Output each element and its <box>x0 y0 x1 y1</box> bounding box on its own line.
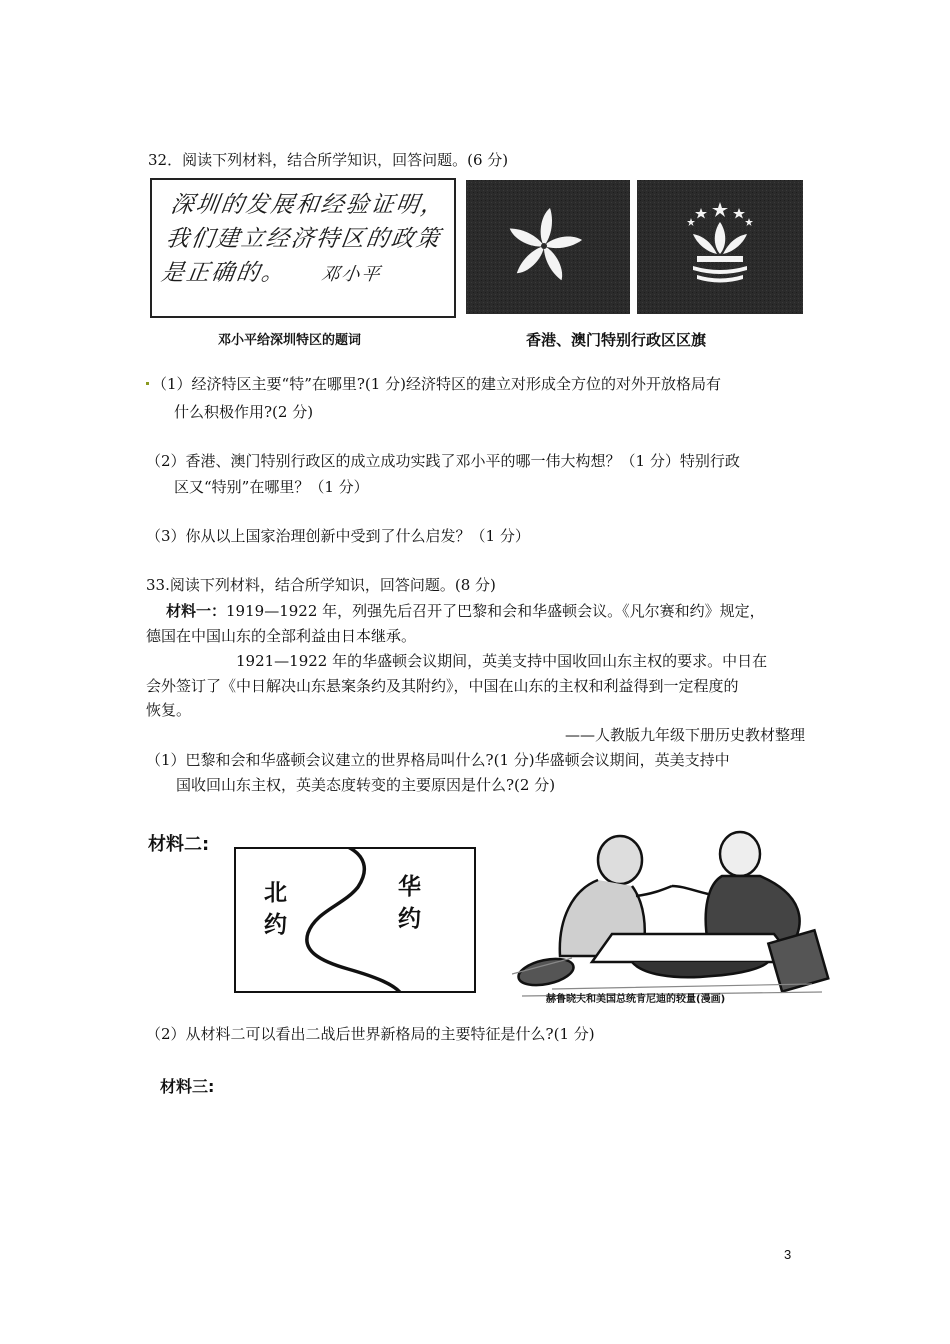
q32-sub1-line1: （1）经济特区主要“特”在哪里?(1 分)经济特区的建立对形成全方位的对外开放格局有 <box>152 375 721 393</box>
cold-war-map <box>234 847 476 993</box>
calligraphy-line-3: 是正确的。 <box>159 260 289 286</box>
q33-sub2: （2）从材料二可以看出二战后世界新格局的主要特征是什么?(1 分) <box>146 1025 595 1043</box>
nato-label-1: 北 <box>264 880 287 906</box>
q32-sub2-line2: 区又“特别”在哪里？（1 分） <box>174 478 369 496</box>
calligraphy-caption: 邓小平给深圳特区的题词 <box>218 333 362 348</box>
material-1-line4: 会外签订了《中日解决山东悬案条约及其附约》，中国在山东的主权和利益得到一定程度的 <box>146 677 739 695</box>
q32-sub1-line2: 什么积极作用?(2 分) <box>174 403 314 421</box>
divide-line <box>307 849 402 991</box>
q32-heading: 32．阅读下列材料，结合所学知识，回答问题。(6 分) <box>148 151 509 169</box>
material-1-source: ——人教版九年级下册历史教材整理 <box>565 726 806 744</box>
calligraphy-line-2: 我们建立经济特区的政策 <box>164 226 443 252</box>
material-1-line5: 恢复。 <box>146 701 192 719</box>
hong-kong-flag-image <box>466 180 630 314</box>
cartoon-caption: 赫鲁晓夫和美国总统肯尼迪的较量(漫画) <box>546 994 726 1004</box>
material-1-label: 材料一： <box>166 602 227 620</box>
material-1-line2: 德国在中国山东的全部利益由日本继承。 <box>146 627 417 645</box>
material-3-label: 材料三: <box>160 1077 215 1096</box>
warsaw-label-2: 约 <box>398 906 421 932</box>
arm-wrestling-cartoon <box>512 824 830 1004</box>
calligraphy-signature: 邓小平 <box>319 264 383 285</box>
nato-label-2: 约 <box>264 912 287 938</box>
calligraphy-line-1: 深圳的发展和经验证明， <box>169 192 448 218</box>
q33-sub1-line2: 国收回山东主权，英美态度转变的主要原因是什么?(2 分) <box>176 776 556 794</box>
q32-sub2-line1: （2）香港、澳门特别行政区的成立成功实践了邓小平的哪一伟大构想？（1 分）特别行政 <box>146 452 740 470</box>
q33-heading: 33.阅读下列材料，结合所学知识，回答问题。(8 分) <box>146 576 496 594</box>
warsaw-label-1: 华 <box>398 874 421 900</box>
material-2-label: 材料二: <box>148 834 210 855</box>
macau-flag-image <box>637 180 803 314</box>
flags-caption: 香港、澳门特别行政区区旗 <box>526 331 707 349</box>
material-1-line3: 1921—1922 年的华盛顿会议期间，英美支持中国收回山东主权的要求。中日在 <box>236 652 768 670</box>
material-1-line1: 1919—1922 年，列强先后召开了巴黎和会和华盛顿会议。《凡尔赛和约》规定， <box>226 602 765 620</box>
page-number: 3 <box>784 1247 792 1262</box>
margin-mark <box>146 382 149 385</box>
q33-sub1-line1: （1）巴黎和会和华盛顿会议建立的世界格局叫什么?(1 分)华盛顿会议期间，英美支持中 <box>146 751 730 769</box>
calligraphy-image <box>150 178 456 318</box>
q32-sub3: （3）你从以上国家治理创新中受到了什么启发？（1 分） <box>146 527 530 545</box>
